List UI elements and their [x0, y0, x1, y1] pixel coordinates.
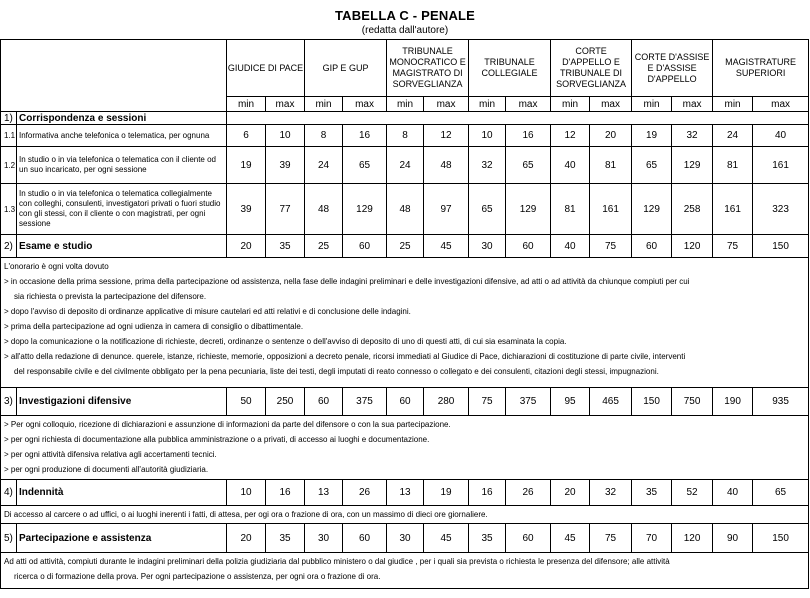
value-cell: 95 — [551, 388, 590, 416]
section-number: 5) — [1, 524, 17, 553]
value-cell: 60 — [343, 524, 387, 553]
value-cell: 70 — [632, 524, 672, 553]
max-label: max — [753, 97, 809, 112]
section-5-notes-row — [1, 553, 809, 589]
value-cell: 25 — [305, 235, 343, 258]
value-cell: 20 — [551, 480, 590, 506]
value-cell: 129 — [672, 147, 713, 184]
row-description: In studio o in via telefonica o telematica con il cliente od un suo incaricato, per ogni sessione — [17, 147, 227, 184]
value-cell: 39 — [266, 147, 305, 184]
value-cell: 19 — [632, 125, 672, 147]
max-label: max — [343, 97, 387, 112]
value-cell: 465 — [590, 388, 632, 416]
value-cell: 24 — [387, 147, 424, 184]
value-cell: 81 — [551, 184, 590, 235]
value-cell: 60 — [632, 235, 672, 258]
section-2-row — [1, 235, 809, 258]
section-2-notes-row — [1, 258, 809, 388]
section-4-notes-row — [1, 506, 809, 524]
row-number: 1.3 — [1, 184, 17, 235]
value-cell: 150 — [753, 524, 809, 553]
value-cell: 10 — [227, 480, 266, 506]
note-line: > dopo l'avviso di deposito di ordinanze applicative di misure cautelari ed atti relativi e di conclusione delle indagini. — [4, 307, 411, 316]
value-cell: 30 — [305, 524, 343, 553]
value-cell: 35 — [469, 524, 506, 553]
note-line: L'onorario è ogni volta dovuto — [4, 262, 109, 271]
value-cell: 48 — [387, 184, 424, 235]
note-line: > per ogni richiesta di documentazione alla pubblica amministrazione o a privati, di accesso ai luoghi e documentazione. — [4, 435, 430, 444]
row-number: 1.1 — [1, 125, 17, 147]
value-cell: 8 — [387, 125, 424, 147]
value-cell: 60 — [506, 235, 551, 258]
col-header-corte-appello: CORTE D'APPELLO E TRIBUNALE DI SORVEGLIANZA — [551, 40, 632, 97]
value-cell: 90 — [713, 524, 753, 553]
row-number: 1.2 — [1, 147, 17, 184]
value-cell: 375 — [506, 388, 551, 416]
table-row — [1, 147, 809, 184]
col-header-giudice-di-pace: GIUDICE DI PACE — [227, 40, 305, 97]
value-cell: 280 — [424, 388, 469, 416]
col-header-tribunale-collegiale: TRIBUNALE COLLEGIALE — [469, 40, 551, 97]
note-line: > Per ogni colloquio, ricezione di dichiarazioni e assunzione di informazioni da parte del difensore o con la sua partecipazione. — [4, 420, 451, 429]
section-3-notes — [1, 416, 809, 480]
section-4-row — [1, 480, 809, 506]
value-cell: 81 — [590, 147, 632, 184]
value-cell: 40 — [753, 125, 809, 147]
value-cell: 35 — [266, 235, 305, 258]
value-cell: 32 — [672, 125, 713, 147]
value-cell: 65 — [632, 147, 672, 184]
min-label: min — [551, 97, 590, 112]
value-cell: 19 — [227, 147, 266, 184]
value-cell: 150 — [632, 388, 672, 416]
value-cell: 60 — [387, 388, 424, 416]
value-cell: 16 — [469, 480, 506, 506]
value-cell: 120 — [672, 524, 713, 553]
value-cell: 75 — [469, 388, 506, 416]
value-cell: 65 — [506, 147, 551, 184]
value-cell: 129 — [506, 184, 551, 235]
value-cell: 26 — [506, 480, 551, 506]
value-cell: 161 — [590, 184, 632, 235]
value-cell: 375 — [343, 388, 387, 416]
section-title: Corrispondenza e sessioni — [17, 112, 227, 125]
note-line: > all'atto della redazione di denunce. querele, istanze, richieste, memorie, opposizioni a decreto penale, ricorsi immediati al Giudice di Pace, dichiarazioni di costituzione di parte civile, interventi — [4, 352, 686, 361]
value-cell: 26 — [343, 480, 387, 506]
value-cell: 45 — [424, 524, 469, 553]
header-blank-cell — [1, 40, 227, 112]
page-title: TABELLA C - PENALE — [334, 8, 476, 23]
value-cell: 32 — [469, 147, 506, 184]
note-line: ricerca o di formazione della prova. Per ogni partecipazione o assistenza, per ogni ora o frazione di ora. — [14, 572, 381, 581]
value-cell: 32 — [590, 480, 632, 506]
value-cell: 750 — [672, 388, 713, 416]
value-cell: 19 — [424, 480, 469, 506]
value-cell: 323 — [753, 184, 809, 235]
min-label: min — [469, 97, 506, 112]
fee-table — [0, 39, 809, 589]
value-cell: 13 — [387, 480, 424, 506]
section-title: Partecipazione e assistenza — [17, 524, 227, 553]
value-cell: 60 — [343, 235, 387, 258]
section-4-notes — [1, 506, 809, 524]
min-label: min — [387, 97, 424, 112]
value-cell: 24 — [713, 125, 753, 147]
value-cell: 250 — [266, 388, 305, 416]
value-cell: 13 — [305, 480, 343, 506]
value-cell: 6 — [227, 125, 266, 147]
value-cell: 120 — [672, 235, 713, 258]
value-cell: 258 — [672, 184, 713, 235]
note-line: > in occasione della prima sessione, prima della partecipazione od assistenza, nella fase delle indagini preliminari e delle investigazioni difensive, ad atti o ad attività da chiunque compiuti per cui — [4, 277, 690, 286]
value-cell: 60 — [305, 388, 343, 416]
note-line: > per ogni attività difensiva relativa agli accertamenti tecnici. — [4, 450, 217, 459]
value-cell: 40 — [551, 147, 590, 184]
note-line: > per ogni produzione di documenti all'autorità giudiziaria. — [4, 465, 209, 474]
value-cell: 75 — [713, 235, 753, 258]
col-header-corte-assise: CORTE D'ASSISE E D'ASSISE D'APPELLO — [632, 40, 713, 97]
value-cell: 161 — [713, 184, 753, 235]
note-line: > dopo la comunicazione o la notificazione di richieste, decreti, ordinanze o sentenze o dell'avviso di deposito di uno di questi atti, di cui sia esaminata la copia. — [4, 337, 567, 346]
value-cell: 8 — [305, 125, 343, 147]
note-line: del responsabile civile e del civilmente obbligato per la pena pecuniaria, liste dei testi, degli imputati di reato connesso o collegato e dei consulenti, citazioni degli stessi, impugnazioni. — [14, 367, 659, 376]
value-cell: 40 — [713, 480, 753, 506]
max-label: max — [424, 97, 469, 112]
value-cell: 77 — [266, 184, 305, 235]
value-cell: 16 — [343, 125, 387, 147]
min-label: min — [632, 97, 672, 112]
value-cell: 30 — [469, 235, 506, 258]
value-cell: 16 — [506, 125, 551, 147]
section-number: 4) — [1, 480, 17, 506]
value-cell: 75 — [590, 235, 632, 258]
value-cell: 52 — [672, 480, 713, 506]
value-cell: 161 — [753, 147, 809, 184]
min-label: min — [227, 97, 266, 112]
max-label: max — [266, 97, 305, 112]
section-number: 2) — [1, 235, 17, 258]
section-1-header-row — [1, 112, 809, 125]
value-cell: 65 — [753, 480, 809, 506]
value-cell: 45 — [424, 235, 469, 258]
value-cell: 129 — [343, 184, 387, 235]
value-cell: 10 — [469, 125, 506, 147]
value-cell: 50 — [227, 388, 266, 416]
col-header-tribunale-monocratico: TRIBUNALE MONOCRATICO E MAGISTRATO DI SORVEGLIANZA — [387, 40, 469, 97]
section-title: Indennità — [17, 480, 227, 506]
max-label: max — [672, 97, 713, 112]
page-subtitle: (redatta dall'autore) — [361, 25, 449, 36]
value-cell: 30 — [387, 524, 424, 553]
value-cell: 10 — [266, 125, 305, 147]
max-label: max — [590, 97, 632, 112]
value-cell: 935 — [753, 388, 809, 416]
section-number: 3) — [1, 388, 17, 416]
section-1-empty — [227, 112, 809, 125]
value-cell: 190 — [713, 388, 753, 416]
note-line: > prima della partecipazione ad ogni udienza in camera di consiglio o dibattimentale. — [4, 322, 304, 331]
section-5-notes — [1, 553, 809, 589]
max-label: max — [506, 97, 551, 112]
value-cell: 12 — [424, 125, 469, 147]
value-cell: 48 — [305, 184, 343, 235]
value-cell: 48 — [424, 147, 469, 184]
value-cell: 129 — [632, 184, 672, 235]
note-line: Ad atti od attività, compiuti durante le indagini preliminari della polizia giudiziaria dal pubblico ministero o dal giudice , per i quali sia prevista o richiesta le presenza del difensore; alle attività — [4, 557, 670, 566]
section-number: 1) — [1, 112, 17, 125]
value-cell: 81 — [713, 147, 753, 184]
row-description: In studio o in via telefonica o telematica collegialmente con colleghi, consulenti, investigatori privati o fuori studio con gli stessi, con il cliente o con magistrati, per ogni sessione — [17, 184, 227, 235]
value-cell: 24 — [305, 147, 343, 184]
value-cell: 20 — [590, 125, 632, 147]
min-label: min — [713, 97, 753, 112]
note-line: sia richiesta o prevista la partecipazione del difensore. — [14, 292, 207, 301]
value-cell: 40 — [551, 235, 590, 258]
value-cell: 25 — [387, 235, 424, 258]
value-cell: 20 — [227, 524, 266, 553]
value-cell: 35 — [266, 524, 305, 553]
col-header-magistrature-superiori: MAGISTRATURE SUPERIORI — [713, 40, 809, 97]
value-cell: 150 — [753, 235, 809, 258]
table-row — [1, 184, 809, 235]
note-line: Di accesso al carcere o ad uffici, o ai luoghi inerenti i fatti, di attesa, per ogi ora o frazione di ora, con un massimo di dieci ore giornaliere. — [4, 510, 488, 519]
section-3-notes-row — [1, 416, 809, 480]
section-title: Esame e studio — [17, 235, 227, 258]
col-header-gip-gup: GIP E GUP — [305, 40, 387, 97]
value-cell: 45 — [551, 524, 590, 553]
value-cell: 65 — [343, 147, 387, 184]
value-cell: 97 — [424, 184, 469, 235]
value-cell: 35 — [632, 480, 672, 506]
section-3-row — [1, 388, 809, 416]
section-title: Investigazioni difensive — [17, 388, 227, 416]
row-description: Informativa anche telefonica o telematica, per ognuna — [17, 125, 227, 147]
value-cell: 39 — [227, 184, 266, 235]
value-cell: 65 — [469, 184, 506, 235]
value-cell: 16 — [266, 480, 305, 506]
section-2-notes — [1, 258, 809, 388]
value-cell: 12 — [551, 125, 590, 147]
value-cell: 75 — [590, 524, 632, 553]
section-5-row — [1, 524, 809, 553]
min-label: min — [305, 97, 343, 112]
value-cell: 60 — [506, 524, 551, 553]
value-cell: 20 — [227, 235, 266, 258]
table-row — [1, 125, 809, 147]
